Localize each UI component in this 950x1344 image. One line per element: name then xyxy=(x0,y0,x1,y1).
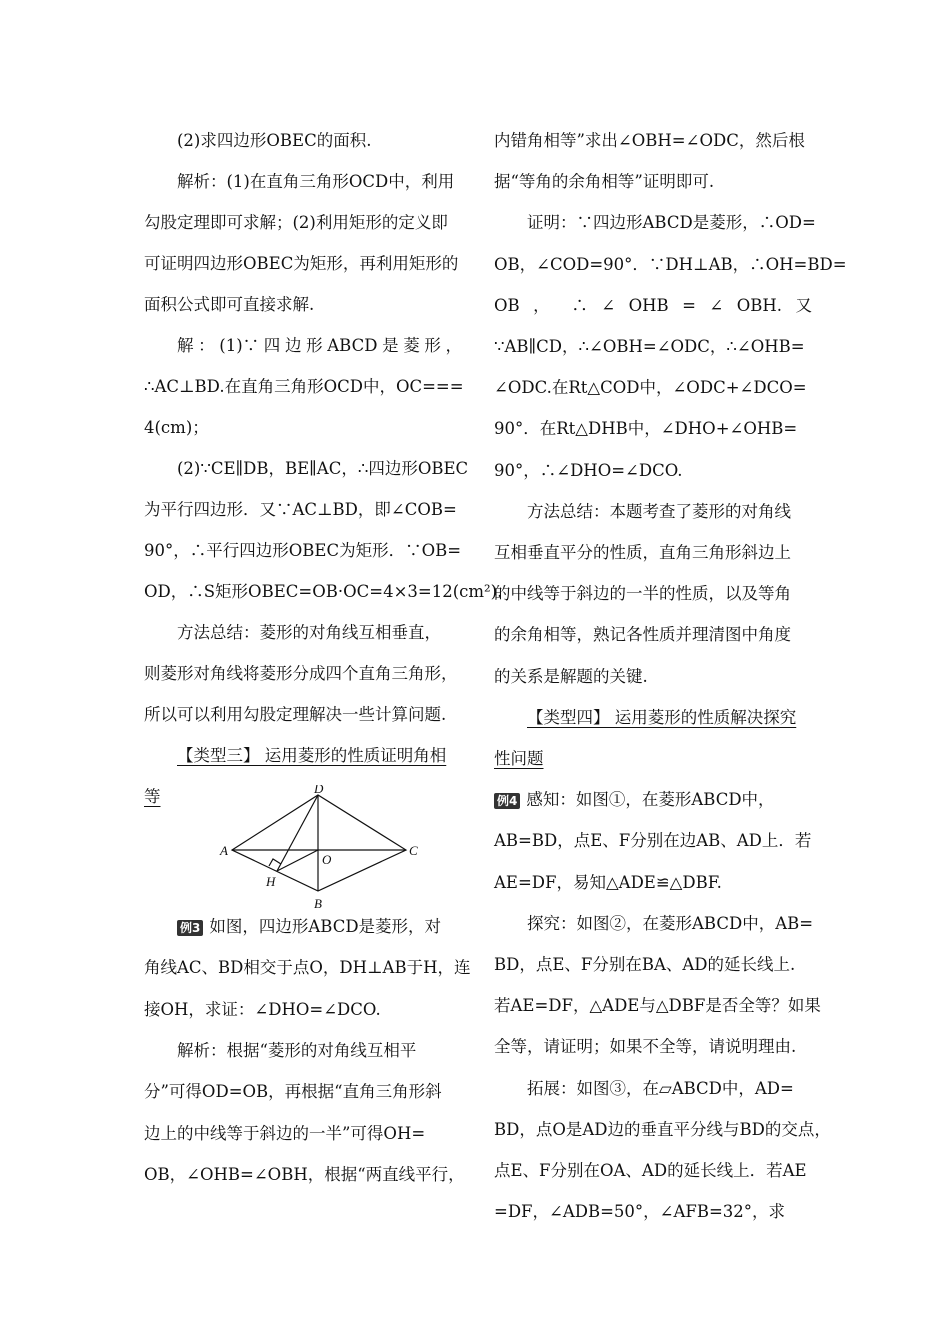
text-line xyxy=(494,326,805,367)
text-line xyxy=(494,120,805,161)
text-line xyxy=(494,450,683,491)
text-line xyxy=(144,325,462,366)
line-text: BD，点O是AD边的垂直平分线与BD的交点， xyxy=(494,1119,831,1139)
text-line xyxy=(144,1154,465,1195)
line-text: 互相垂直平分的性质，直角三角形斜边上 xyxy=(494,543,791,562)
line-text: 可证明四边形OBEC为矩形，再利用矩形的 xyxy=(144,254,459,273)
label-h: H xyxy=(266,874,276,889)
line-text: 内错角相等”求出∠OBH=∠ODC，然后根 xyxy=(494,131,805,150)
line-text: 方法总结：本题考查了菱形的对角线 xyxy=(527,501,791,521)
line-text: 所以可以利用勾股定理解决一些计算问题. xyxy=(144,705,447,724)
text-line xyxy=(494,202,816,243)
line-text: AB=BD，点E、F分别在边AB、AD上．若 xyxy=(494,831,812,851)
line-text: (2)∵CE∥DB，BE∥AC，∴四边形OBEC xyxy=(177,459,469,478)
line-text: =DF，∠ADB=50°，∠AFB=32°，求 xyxy=(494,1202,786,1222)
text-line xyxy=(144,1071,442,1112)
label-b: B xyxy=(314,896,322,911)
text-line xyxy=(144,448,468,489)
line-text: 拓展：如图③，在▱ABCD中，AD= xyxy=(527,1078,794,1098)
label-o: O xyxy=(322,852,332,867)
line-text: 勾股定理即可求解；(2)利用矩形的定义即 xyxy=(144,213,448,232)
text-line xyxy=(494,532,791,573)
line-text: 若AE=DF，△ADE与△DBF是否全等？如果 xyxy=(494,996,821,1016)
rhombus-outline xyxy=(232,795,406,891)
line-text: AE=DF，易知△ADE≌△DBF. xyxy=(494,872,722,892)
section-heading-line xyxy=(494,738,544,779)
example-badge: 例4 xyxy=(494,793,520,809)
line-text: ∠ODC.在Rt△COD中，∠ODC+∠DCO= xyxy=(494,378,807,398)
text-line xyxy=(494,1150,807,1191)
line-text: ∴AC⊥BD.在直角三角形OCD中，OC=== xyxy=(144,377,464,396)
text-line xyxy=(144,1030,416,1071)
line-text: 解析：(1)在直角三角形OCD中，利用 xyxy=(177,172,455,191)
line-text: 解：(1)∵四边形ABCD是菱形， xyxy=(177,336,462,355)
text-line xyxy=(144,989,381,1030)
line-text: 解析：根据“菱形的对角线互相平 xyxy=(177,1040,417,1060)
text-line xyxy=(144,407,209,448)
text-line xyxy=(144,694,446,735)
line-text: 的余角相等，熟记各性质并理清图中角度 xyxy=(494,625,791,645)
label-c: C xyxy=(409,843,418,858)
line-text: 感知：如图①，在菱形ABCD中， xyxy=(526,790,775,810)
label-a: A xyxy=(220,843,228,858)
line-text: 等 xyxy=(144,787,161,806)
line-text: 全等，请证明；如果不全等，请说明理由. xyxy=(494,1037,797,1057)
text-line xyxy=(494,285,812,326)
line-text: OB，∠COD=90°．∵DH⊥AB，∴OH=BD= xyxy=(494,254,847,274)
right-angle-mark xyxy=(269,859,281,866)
section-heading-line xyxy=(144,776,161,817)
text-line xyxy=(494,903,813,944)
text-line xyxy=(144,243,458,284)
line-text: 面积公式即可直接求解. xyxy=(144,295,315,314)
line-text: 边上的中线等于斜边的一半”可得OH= xyxy=(144,1123,426,1143)
line-text: OD，∴S矩形OBEC=OB·OC=4×3=12(cm²). xyxy=(144,582,503,601)
line-text: 90°，∴∠DHO=∠DCO. xyxy=(494,460,683,480)
text-line xyxy=(494,573,791,614)
label-d: D xyxy=(314,785,324,796)
line-text: (2)求四边形OBEC的面积. xyxy=(177,131,372,150)
text-line xyxy=(144,571,502,612)
text-line xyxy=(494,1109,831,1150)
line-text: 据“等角的余角相等”证明即可. xyxy=(494,172,715,192)
text-line xyxy=(494,1191,785,1232)
text-line xyxy=(494,820,811,861)
line-text: 角线AC、BD相交于点O，DH⊥AB于H，连 xyxy=(144,958,471,978)
text-line xyxy=(494,491,791,532)
text-line xyxy=(144,366,464,407)
line-text: 点E、F分别在OA、AD的延长线上．若AE xyxy=(494,1161,807,1180)
line-text: 4(cm)； xyxy=(144,418,209,437)
line-text: 的中线等于斜边的一半的性质，以及等角 xyxy=(494,584,791,604)
text-line xyxy=(494,779,775,820)
segment-dh xyxy=(277,795,318,871)
text-line xyxy=(494,244,847,285)
text-line xyxy=(494,367,807,408)
section-heading-line xyxy=(144,735,446,776)
text-line xyxy=(494,161,714,202)
text-line xyxy=(144,161,454,202)
text-line xyxy=(144,653,458,694)
line-text: 方法总结：菱形的对角线互相垂直， xyxy=(177,623,441,642)
line-text: 性问题 xyxy=(494,749,544,768)
line-text: 如图，四边形ABCD是菱形，对 xyxy=(209,917,442,936)
example-badge: 例3 xyxy=(177,920,203,936)
line-text: 探究：如图②，在菱形ABCD中，AB= xyxy=(527,913,814,933)
text-line xyxy=(494,614,791,655)
line-text: 分”可得OD=OB，再根据“直角三角形斜 xyxy=(144,1082,442,1102)
line-text: 【类型四】 运用菱形的性质解决探究 xyxy=(527,707,797,727)
line-text: OB，∠OHB=∠OBH，根据“两直线平行， xyxy=(144,1164,465,1184)
text-line xyxy=(494,408,797,449)
text-line xyxy=(144,612,441,653)
text-line xyxy=(144,1113,425,1154)
line-text: 90°，∴平行四边形OBEC为矩形．∵OB= xyxy=(144,541,462,560)
line-text: 【类型三】 运用菱形的性质证明角相 xyxy=(177,746,447,765)
line-text: 为平行四边形．又∵AC⊥BD，即∠COB= xyxy=(144,500,457,519)
line-text: 则菱形对角线将菱形分成四个直角三角形， xyxy=(144,664,458,683)
line-text: 90°．在Rt△DHB中，∠DHO+∠OHB= xyxy=(494,419,798,439)
text-line xyxy=(494,944,795,985)
line-text: 接OH，求证：∠DHO=∠DCO. xyxy=(144,999,381,1019)
text-line xyxy=(144,202,448,243)
line-text: ∵AB∥CD，∴∠OBH=∠ODC，∴∠OHB= xyxy=(494,337,805,356)
line-text: BD，点E、F分别在BA、AD的延长线上. xyxy=(494,955,796,974)
text-line xyxy=(144,489,457,530)
text-line xyxy=(144,947,471,988)
text-line xyxy=(494,985,821,1026)
line-text: 证明：∵四边形ABCD是菱形，∴OD= xyxy=(527,213,816,233)
text-line xyxy=(144,120,371,161)
section-heading-line xyxy=(494,697,796,738)
text-line xyxy=(144,284,314,325)
text-line xyxy=(494,1068,794,1109)
rhombus-figure xyxy=(210,785,430,915)
text-line xyxy=(494,1026,796,1067)
text-line xyxy=(144,530,461,571)
text-line xyxy=(494,656,648,697)
line-text: OB ， ∴ ∠ OHB = ∠ OBH. 又 xyxy=(494,295,812,315)
text-line xyxy=(494,862,722,903)
line-text: 的关系是解题的关键. xyxy=(494,666,648,686)
